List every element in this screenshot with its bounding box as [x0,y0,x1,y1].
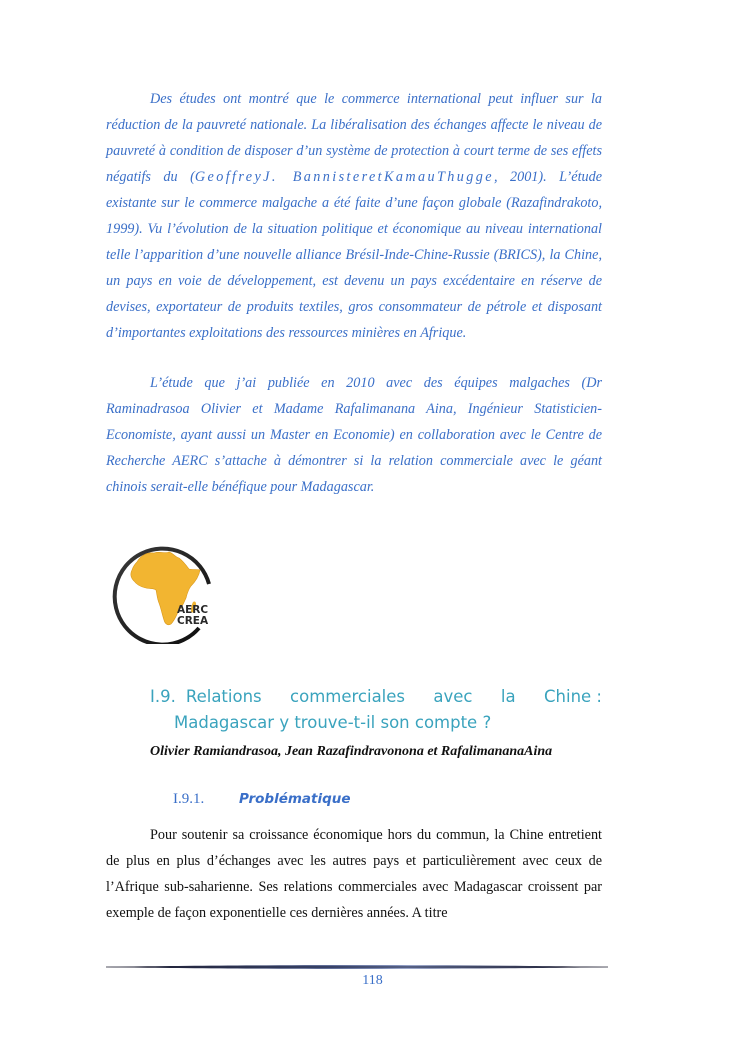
title-word-2: commerciales [290,687,406,706]
page-number: 118 [362,973,383,988]
section-heading-line2: Madagascar y trouve-t-il son compte ? [174,713,492,732]
section-heading-1-9 [150,684,602,736]
title-word-3: avec [433,687,473,706]
logo-text-aerc: AERC [177,604,209,616]
title-word-1: Relations [185,687,262,706]
section-number: I.9. [150,687,176,706]
title-word-5: Chine : [544,687,602,706]
subsection-title: Problématique [239,791,351,807]
intro-spaced-authors: GeoffreyJ. BannisteretKamauThugge [194,169,494,185]
logo-text-crea: CREA [177,615,209,627]
aerc-crea-logo [107,532,219,644]
intro-text-part1: Des études ont montré que le commerce international peut influer sur la réduction de la pauvreté nationale. La libéralisation des échanges affecte le niveau de pauvreté à condition de disposer d’un système de protection à court terme de ses effets négatifs du ( [106,91,602,185]
subsection-number: I.9.1. [173,791,205,807]
body-paragraph: Pour soutenir sa croissance économique hors du commun, la Chine entretient de plus en plus d’échanges avec les autres pays et particulièrement avec ceux de l’Afrique sub-saharienne. Ses relations commerciales avec Madagascar croissent par exemple de façon exponentielle ces dernières années. A titre [106,827,602,921]
footer-divider [106,963,608,971]
intro-text-part2: , 2001). L’étude existante sur le commerce malgache a été faite d’une façon globale (Razafindrakoto, 1999). Vu l’évolution de la situation politique et économique au niveau international telle l’apparition d’une nouvelle alliance Brésil-Inde-Chine-Russie (BRICS), la Chine, un pays en voie de développement, est devenu un pays excédentaire en réserve de devises, exportateur de produits textiles, gros consommateur de pétrole et disposant d’importantes exploitations des ressources minières en Afrique. [106,169,602,341]
section-heading-line1 [150,684,602,710]
intro-paragraph [106,86,602,346]
second-paragraph: L’étude que j’ai publiée en 2010 avec des équipes malgaches (Dr Raminadrasoa Olivier et Madame Rafalimanana Aina, Ingénieur Statisticien-Economiste, ayant aussi un Master en Economie) en collaboration avec le Centre de Recherche AERC s’attache à démontrer si la relation commerciale avec le géant chinois serait-elle bénéfique pour Madagascar. [106,375,602,495]
title-word-4: la [500,687,516,706]
subsection-heading-1-9-1 [173,791,351,808]
authors-line: Olivier Ramiandrasoa, Jean Razafindravonona et RafalimananaAina [150,744,553,759]
